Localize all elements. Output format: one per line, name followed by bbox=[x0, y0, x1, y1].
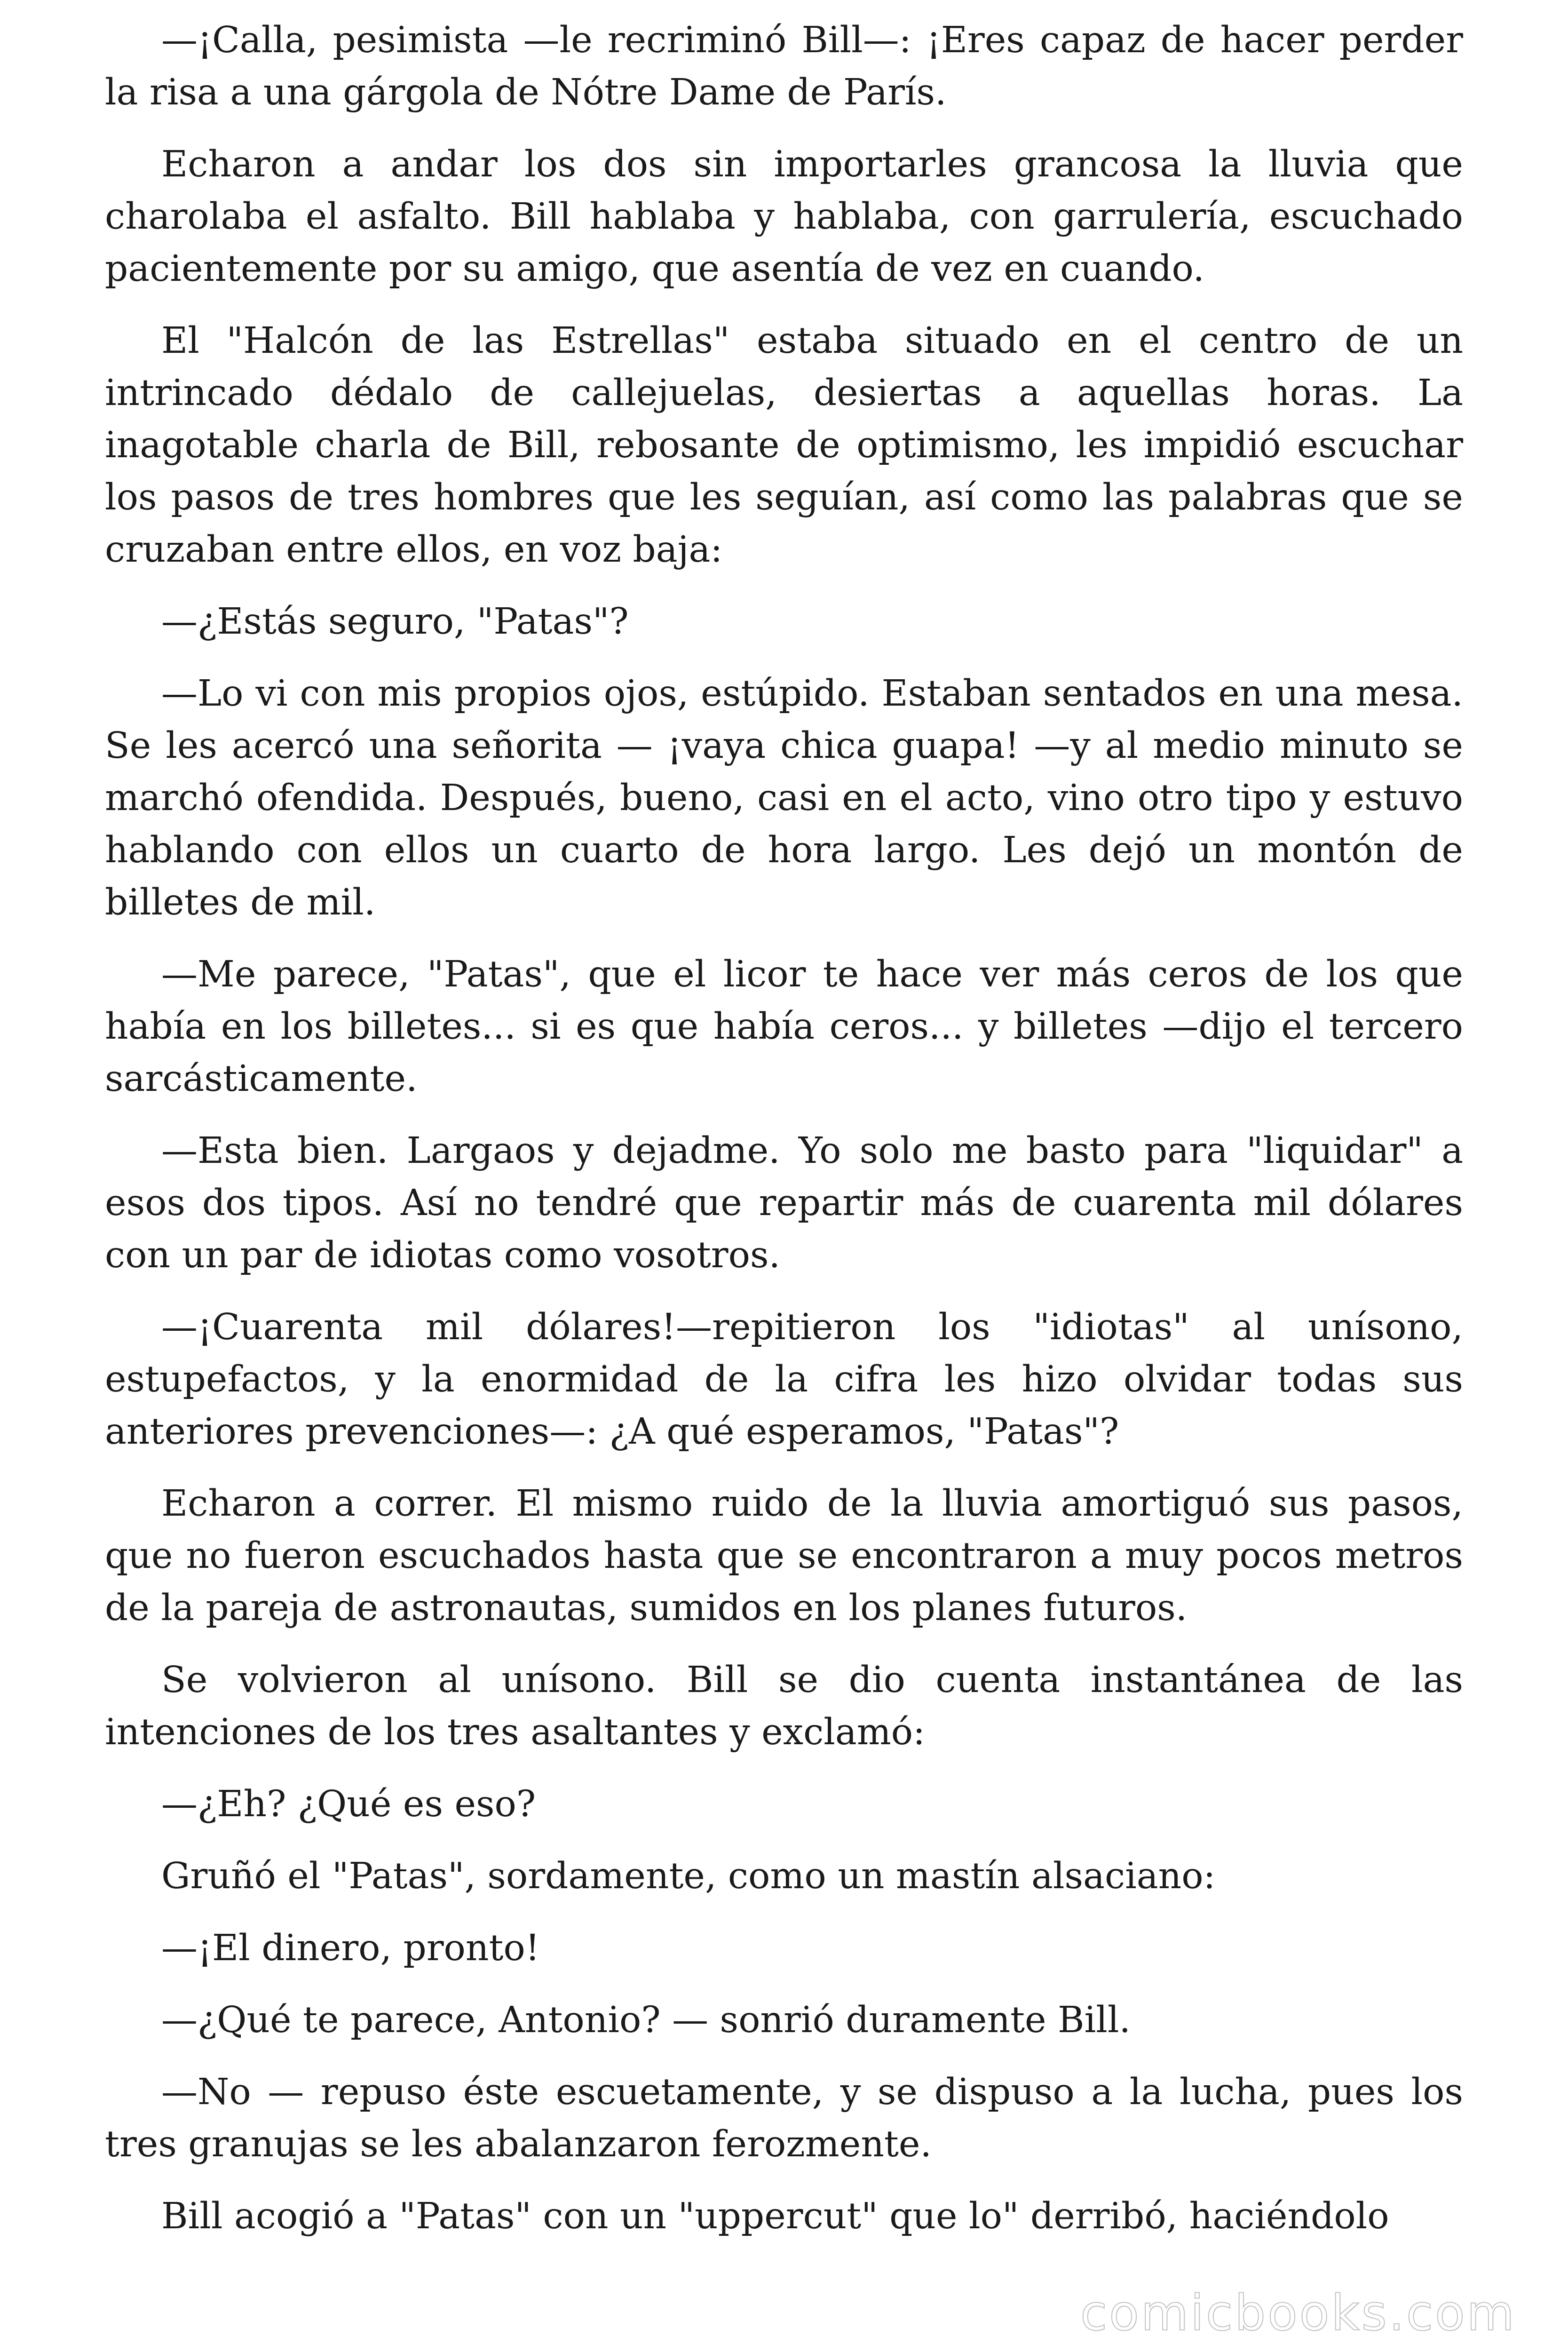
document-page bbox=[105, 14, 1463, 2262]
paragraph-9: Echaron a correr. El mismo ruido de la lluvia amortiguó sus pasos, que no fueron escuchados hasta que se encontraron a muy pocos metros de la pareja de astronautas, sumidos en los planes futuros. bbox=[105, 1483, 1463, 1629]
paragraph-13: —¡El dinero, pronto! bbox=[161, 1927, 540, 1969]
paragraph-8: —¡Cuarenta mil dólares!—repitieron los "idiotas" al unísono, estupefactos, y la enormidad de la cifra les hizo olvidar todas sus anteriores prevenciones—: ¿A qué esperamos, "Patas"? bbox=[105, 1306, 1463, 1453]
paragraph-10: Se volvieron al unísono. Bill se dio cuenta instantánea de las intenciones de los tres asaltantes y exclamó: bbox=[105, 1659, 1463, 1753]
paragraph-15: —No — repuso éste escuetamente, y se dispuso a la lucha, pues los tres granujas se les abalanzaron ferozmente. bbox=[105, 2071, 1463, 2165]
paragraph-14: —¿Qué te parece, Antonio? — sonrió duramente Bill. bbox=[161, 1999, 1131, 2041]
paragraph-6: —Me parece, "Patas", que el licor te hace ver más ceros de los que había en los billetes... si es que había ceros... y billetes —dijo el tercero sarcásticamente. bbox=[105, 954, 1463, 1100]
paragraph-5: —Lo vi con mis propios ojos, estúpido. Estaban sentados en una mesa. Se les acercó una señorita — ¡vaya chica guapa! —y al medio minuto se marchó ofendida. Después, bueno, casi en el acto, vino otro tipo y estuvo hablando con ellos un cuarto de hora largo. Les dejó un montón de billetes de mil. bbox=[105, 673, 1463, 923]
site-watermark: comicbooks.com bbox=[1080, 2284, 1516, 2342]
paragraph-11: —¿Eh? ¿Qué es eso? bbox=[161, 1783, 536, 1825]
paragraph-16: Bill acogió a "Patas" con un "uppercut" que lo" derribó, haciéndolo bbox=[161, 2195, 1389, 2237]
paragraph-3: El "Halcón de las Estrellas" estaba situado en el centro de un intrincado dédalo de callejuelas, desiertas a aquellas horas. La inagotable charla de Bill, rebosante de optimismo, les impidió escuchar los pasos de tres hombres que les seguían, así como las palabras que se cruzaban entre ellos, en voz baja: bbox=[105, 320, 1463, 571]
paragraph-12: Gruñó el "Patas", sordamente, como un mastín alsaciano: bbox=[161, 1855, 1216, 1897]
paragraph-1: —¡Calla, pesimista —le recriminó Bill—: ¡Eres capaz de hacer perder la risa a una gárgola de Nótre Dame de París. bbox=[105, 19, 1463, 113]
paragraph-4: —¿Estás seguro, "Patas"? bbox=[161, 601, 629, 643]
paragraph-2: Echaron a andar los dos sin importarles grancosa la lluvia que charolaba el asfalto. Bill hablaba y hablaba, con garrulería, escuchado pacientemente por su amigo, que asentía de vez en cuando. bbox=[105, 143, 1463, 290]
paragraph-7: —Esta bien. Largaos y dejadme. Yo solo me basto para "liquidar" a esos dos tipos. Así no tendré que repartir más de cuarenta mil dólares con un par de idiotas como vosotros. bbox=[105, 1130, 1463, 1276]
